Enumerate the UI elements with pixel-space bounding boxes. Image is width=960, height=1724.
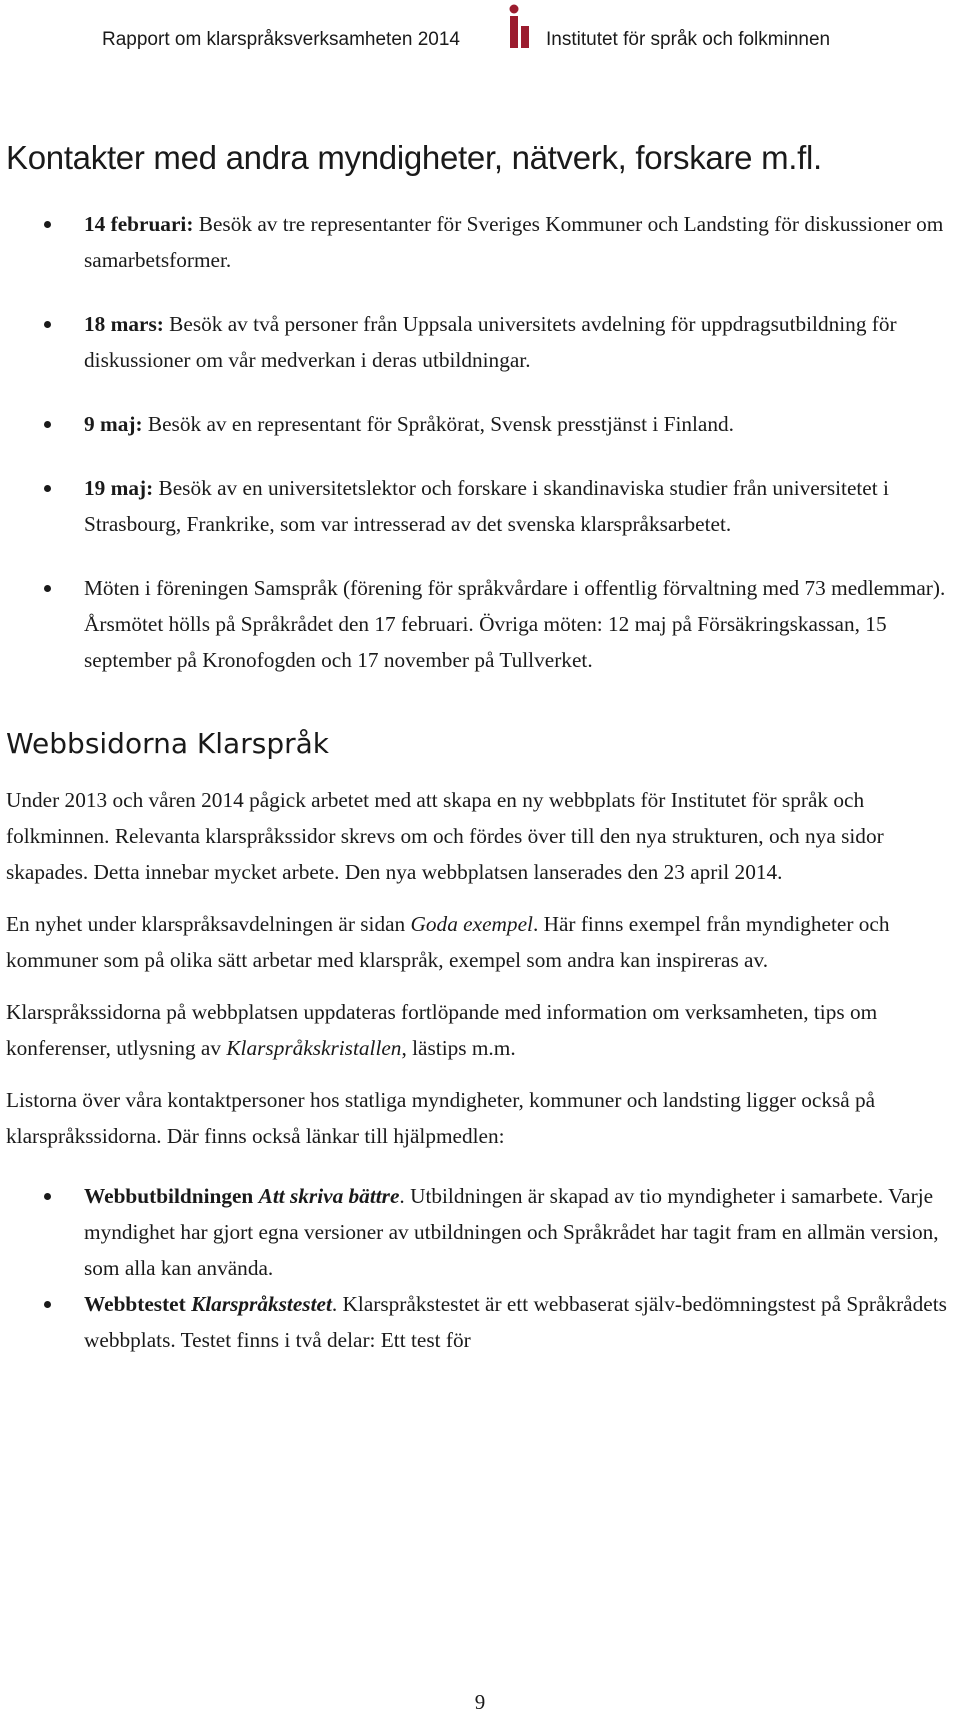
item-date: 19 maj: [84,476,154,500]
tool-title: Klarspråkstestet [191,1292,332,1316]
header-institute-name: Institutet för språk och folkminnen [546,29,831,50]
tools-list [6,1178,954,1358]
tool-title: Att skriva bättre [258,1184,400,1208]
bullet-icon [44,221,51,228]
item-text: Möten i föreningen Samspråk (förening för språkvårdare i offentlig förvaltning med 73 medlemmar). Årsmötet hölls på Språkrådet den 17 februari. Övriga möten: 12 maj på Försäkringskassan, 15 september på Kronofogden och 17 november på Tullverket. [84,576,946,672]
paragraph: En nyhet under klarspråksavdelningen är sidan Goda exempel. Här finns exempel från myndigheter och kommuner som på olika sätt arbetar med klarspråk, exempel som andra kan inspireras av. [6,912,890,972]
page-header [0,0,960,72]
list-item [6,206,954,278]
institute-logo-icon [506,2,532,50]
page-title-good-examples: Goda exempel [410,912,533,936]
item-date: 14 februari: [84,212,194,236]
bullet-icon [44,421,51,428]
item-text: Besök av två personer från Uppsala universitets avdelning för uppdragsutbildning för diskussioner om vår medverkan i deras utbildningar. [84,312,897,372]
paragraph: Klarspråkssidorna på webbplatsen uppdateras fortlöpande med information om verksamheten, tips om konferenser, utlysning av Klarspråkskristallen, lästips m.m. [6,1000,878,1060]
list-item: Webbtestet Klarspråkstestet. Klarspråkstestet är ett webbaserat själv-bedömningstest på Språkrådets webbplats. Testet finns i två delar: Ett test för [6,1286,954,1358]
section-heading-web-pages: Webbsidorna Klarspråk [6,727,329,760]
list-item [6,406,954,442]
bullet-icon [44,321,51,328]
item-text: Besök av en universitetslektor och forskare i skandinaviska studier från universitetet i Strasbourg, Frankrike, som var intresserad av det svenska klarspråksarbetet. [84,476,889,536]
header-report-title: Rapport om klarspråksverksamheten 2014 [102,29,461,50]
list-item [6,306,954,378]
contacts-list [6,206,954,678]
bullet-icon [44,485,51,492]
list-item: Webbutbildningen Att skriva bättre. Utbildningen är skapad av tio myndigheter i samarbete. Varje myndighet har gjort egna versioner av utbildningen och Språkrådet har tagit fram en allmän version, som alla kan använda. [6,1178,954,1286]
bullet-icon [44,585,51,592]
paragraph: Listorna över våra kontaktpersoner hos statliga myndigheter, kommuner och landsting ligger också på klarspråkssidorna. Där finns också länkar till hjälpmedlen: [6,1088,876,1148]
item-text: Besök av en representant för Språkörat, Svensk presstjänst i Finland. [142,412,735,436]
list-item [6,470,954,542]
list-item [6,570,954,678]
section-heading-contacts: Kontakter med andra myndigheter, nätverk, forskare m.fl. [6,139,822,176]
bullet-icon [44,1193,51,1200]
item-date: 9 maj: [84,412,143,436]
paragraph: Under 2013 och våren 2014 pågick arbetet med att skapa en ny webbplats för Institutet för språk och folkminnen. Relevanta klarspråkssidor skrevs om och fördes över till den nya strukturen, och nya sidor skapades. Detta innebar mycket arbete. Den nya webbplatsen lanserades den 23 april 2014. [6,788,884,884]
award-title: Klarspråkskristallen [226,1036,402,1060]
item-date: 18 mars: [84,312,164,336]
page-content [6,138,954,1358]
item-text: Besök av tre representanter för Sveriges Kommuner och Landsting för diskussioner om samarbetsformer. [84,212,944,272]
page-number: 9 [474,1690,486,1714]
bullet-icon [44,1301,51,1308]
